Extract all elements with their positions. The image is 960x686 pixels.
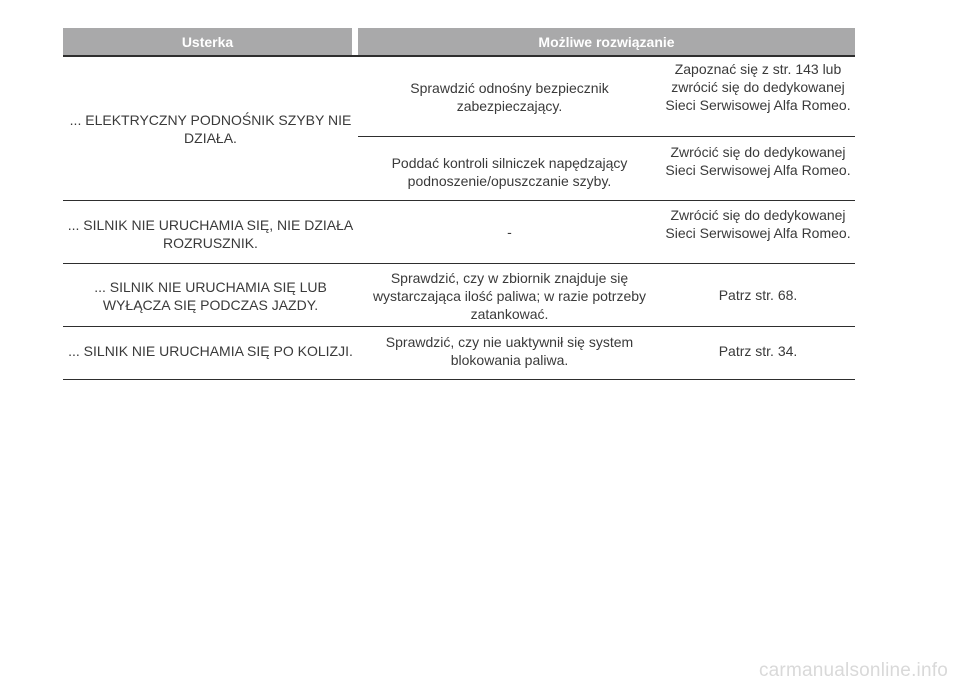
check-cell [358,264,661,326]
header-solution: Możliwe rozwiązanie [358,28,855,55]
solution-group [358,57,855,200]
check-cell [358,201,661,263]
fault-text: ... SILNIK NIE URUCHAMIA SIĘ LUB WYŁĄCZA SIĘ PODCZAS JAZDY. [94,279,327,313]
action-text: Zapoznać się z str. 143 lub zwrócić się do dedykowanej Sieci Serwisowej Alfa Romeo. [665,61,851,113]
header-fault: Usterka [63,28,352,55]
check-text: Sprawdzić odnośny bezpiecznik zabezpieczający. [410,80,609,114]
action-cell [661,57,855,136]
action-cell [661,264,855,326]
action-text: Patrz str. 68. [718,287,798,303]
action-cell [661,201,855,263]
table-row [63,57,855,201]
fault-cell [63,264,358,326]
table-row [63,264,855,327]
action-cell [661,137,855,200]
table-header [63,28,855,57]
check-cell [358,327,661,379]
fault-text: ... SILNIK NIE URUCHAMIA SIĘ, NIE DZIAŁA ROZRUSZNIK. [67,217,354,251]
check-text: - [507,224,512,240]
watermark-text: carmanualsonline.info [758,660,948,681]
fault-cell [63,327,358,379]
action-text: Zwrócić się do dedykowanej Sieci Serwisowej Alfa Romeo. [665,144,851,178]
check-text: Poddać kontroli silniczek napędzający podnoszenie/opuszczanie szyby. [391,155,628,189]
troubleshooting-table [63,28,855,380]
fault-cell [63,57,358,200]
action-text: Zwrócić się do dedykowanej Sieci Serwisowej Alfa Romeo. [665,207,851,241]
check-text: Sprawdzić, czy w zbiornik znajduje się wystarczająca ilość paliwa; w razie potrzeby zatankować. [372,270,647,322]
check-cell [358,137,661,200]
action-cell [661,327,855,379]
action-text: Patrz str. 34. [718,343,798,359]
solution-subrow [358,136,855,200]
fault-cell [63,201,358,263]
check-cell [358,57,661,136]
table-row [63,327,855,380]
fault-text: ... SILNIK NIE URUCHAMIA SIĘ PO KOLIZJI. [68,343,353,359]
solution-subrow [358,57,855,136]
fault-text: ... ELEKTRYCZNY PODNOŚNIK SZYBY NIE DZIAŁA. [69,112,352,146]
table-row [63,201,855,264]
check-text: Sprawdzić, czy nie uaktywnił się system blokowania paliwa. [385,334,634,368]
